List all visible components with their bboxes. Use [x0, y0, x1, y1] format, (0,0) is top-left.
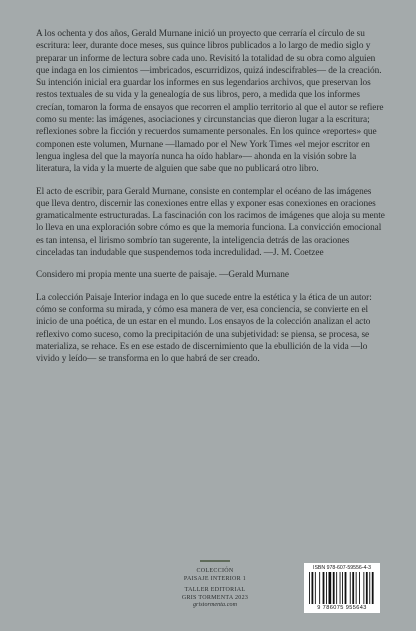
collection-info: [180, 568, 250, 610]
synopsis-paragraph: A los ochenta y dos años, Gerald Murnane inició un proyecto que cerraría el círculo de su escritura: leer, durante doce meses, sus quince libros publicados a lo largo de medio siglo y preparar un informe de lectura sobre cada uno. Revisitó la totalidad de su obra como alguien que indaga en los cimientos —imbricados, escurridizos, quizá indescifrables— de la creación. Su intención inicial era guardar los informes en sus legendarios archivos, que preservan los restos textuales de su vida y la genealogía de sus libros, pero, a medida que los informes crecían, tomaron la forma de ensayos que recorren el amplio territorio al que el autor se refiere como su mente: las imágenes, asociaciones y circunstancias que dieron lugar a la escritura; reflexiones sobre la ficción y recuerdos sumamente personales. En los quince «reportes» que componen este volumen, Murnane —llamado por el New York Times «el mejor escritor en lengua inglesa del que la mayoría nunca ha oído hablar»— ahonda en la visión sobre la literatura, la vida y la muerte de alguien que sabe que no publicará otro libro.: [36, 29, 384, 175]
murnane-quote: Considero mi propia mente una suerte de paisaje. —Gerald Murnane: [36, 270, 289, 281]
publisher-name: GRIS TORMENTA 2023: [181, 594, 249, 601]
collection-label: COLECCIÓN: [196, 568, 234, 574]
publisher-website: gristormenta.com: [192, 602, 238, 608]
coetzee-quote: El acto de escribir, para Gerald Murnane, consiste en contemplar el océano de las imágenes que lleva dentro, discernir las conexiones entre ellas y exponer esas conexiones en oraciones gramaticalmente estructuradas. La fascinación con los racimos de imágenes que aloja su mente lo lleva en una exploración sobre cómo es que la memoria funciona. La convicción emocional es tan intensa, el lirismo sombrío tan sugerente, la inteligencia detrás de las oraciones cinceladas tan indudable que suspendemos toda incredulidad. —J. M. Coetzee: [36, 186, 385, 259]
back-cover-text: [36, 28, 386, 365]
publisher-label: TALLER EDITORIAL: [184, 587, 246, 593]
collection-name: PAISAJE INTERIOR 1: [183, 575, 247, 582]
barcode-icon: [309, 572, 375, 604]
isbn-label: ISBN 978-607-59556-4-3: [313, 565, 371, 571]
collection-description: La colección Paisaje Interior indaga en lo que sucede entre la estética y la ética de un autor: cómo se conforma su mirada, y cómo esa manera de ver, esa conciencia, se convierte en el inicio de una poética, de un estar en el mundo. Los ensayos de la colección analizan el acto reflexivo como suceso, como la precipitación de una subjetividad: se piensa, se procesa, se materializa, se rehace. Es en ese estado de discernimiento que la ebullición de la vida —lo vivido y leído— se transforma en lo que habrá de ser creado.: [36, 292, 372, 365]
barcode-number: 9 786075 955643: [317, 605, 367, 611]
divider-rule: [200, 560, 230, 562]
isbn-barcode: [304, 563, 380, 613]
